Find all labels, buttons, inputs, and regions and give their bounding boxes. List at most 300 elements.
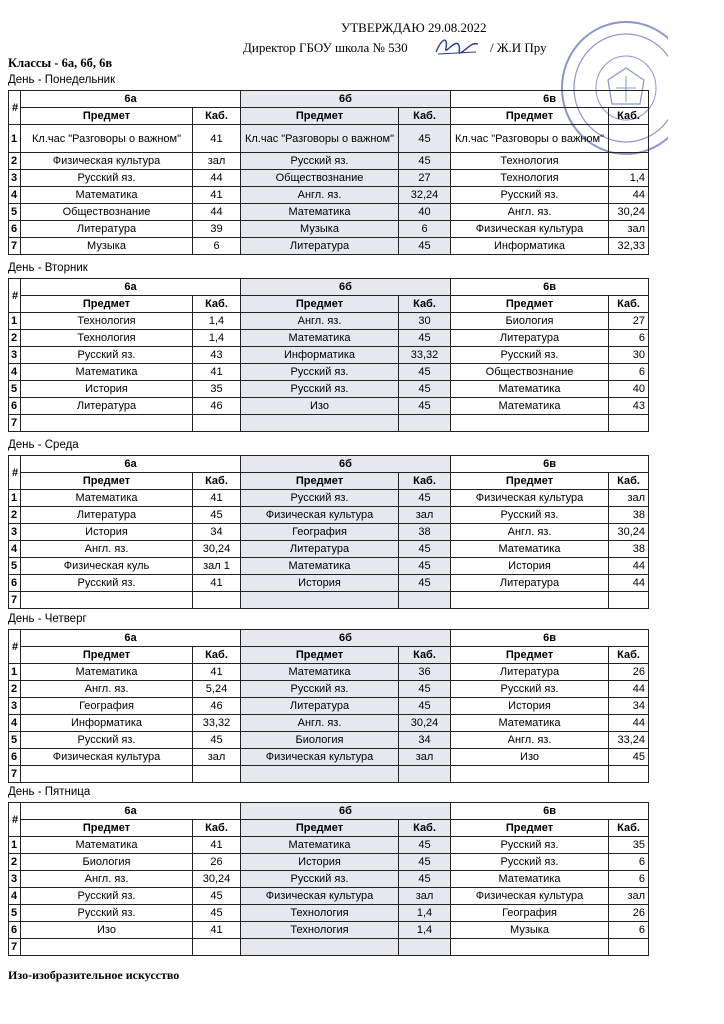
day-label: День - Пятница xyxy=(8,786,91,798)
room-cell: 1,4 xyxy=(399,922,451,939)
room-cell: 34 xyxy=(609,698,649,715)
subject-cell: Физическая культура xyxy=(21,749,193,766)
subject-header: Предмет xyxy=(241,647,399,664)
subject-cell: Русский яз. xyxy=(451,837,609,854)
subject-cell: Музыка xyxy=(451,922,609,939)
subject-cell: Биология xyxy=(451,313,609,330)
room-cell: 44 xyxy=(609,558,649,575)
room-cell: 6 xyxy=(609,330,649,347)
room-header: Каб. xyxy=(399,647,451,664)
table-row xyxy=(9,732,649,749)
room-cell: 43 xyxy=(609,398,649,415)
room-cell: 6 xyxy=(193,238,241,255)
table-row xyxy=(9,347,649,364)
lesson-number: 5 xyxy=(9,558,21,575)
subject-cell: Математика xyxy=(21,187,193,204)
table-row xyxy=(9,698,649,715)
subject-cell: Математика xyxy=(21,664,193,681)
subject-cell: Математика xyxy=(241,558,399,575)
subject-cell: Литература xyxy=(451,664,609,681)
class-header-row xyxy=(9,91,649,108)
class-header-6v: 6в xyxy=(451,279,649,296)
subject-cell: Русский яз. xyxy=(451,347,609,364)
lesson-number: 2 xyxy=(9,854,21,871)
subject-cell: Физическая культура xyxy=(241,888,399,905)
room-cell xyxy=(193,415,241,432)
room-header: Каб. xyxy=(193,820,241,837)
day-label: День - Вторник xyxy=(8,262,88,274)
subject-cell: Информатика xyxy=(451,238,609,255)
table-row xyxy=(9,558,649,575)
room-cell xyxy=(609,766,649,783)
table-row xyxy=(9,592,649,609)
class-header-6v: 6в xyxy=(451,803,649,820)
lesson-number: 6 xyxy=(9,575,21,592)
subject-cell: История xyxy=(241,575,399,592)
schedule-table xyxy=(8,455,649,609)
lesson-number: 2 xyxy=(9,507,21,524)
room-header: Каб. xyxy=(609,473,649,490)
subject-cell: История xyxy=(21,381,193,398)
subject-cell xyxy=(241,766,399,783)
room-cell: 33,32 xyxy=(399,347,451,364)
subject-cell: Литература xyxy=(241,698,399,715)
table-row xyxy=(9,204,649,221)
room-cell xyxy=(609,125,649,153)
class-header-6b: 6б xyxy=(241,279,451,296)
room-cell: зал xyxy=(609,490,649,507)
class-header-6v: 6в xyxy=(451,456,649,473)
room-cell: 41 xyxy=(193,187,241,204)
room-header: Каб. xyxy=(609,820,649,837)
schedule-table xyxy=(8,90,649,255)
room-cell: 5,24 xyxy=(193,681,241,698)
room-cell xyxy=(399,766,451,783)
room-cell: 45 xyxy=(399,681,451,698)
room-cell: 45 xyxy=(399,698,451,715)
lesson-number: 6 xyxy=(9,221,21,238)
room-cell: 45 xyxy=(193,732,241,749)
table-row xyxy=(9,871,649,888)
room-header: Каб. xyxy=(193,647,241,664)
room-cell xyxy=(399,939,451,956)
room-cell: 6 xyxy=(609,854,649,871)
room-cell: 26 xyxy=(609,664,649,681)
lesson-number: 7 xyxy=(9,766,21,783)
room-header: Каб. xyxy=(193,108,241,125)
room-cell xyxy=(399,592,451,609)
day-label: День - Четверг xyxy=(8,613,87,625)
table-row xyxy=(9,398,649,415)
class-header-6a: 6а xyxy=(21,630,241,647)
subject-header: Предмет xyxy=(21,473,193,490)
subject-header: Предмет xyxy=(21,820,193,837)
room-cell: 45 xyxy=(399,837,451,854)
day-label: День - Понедельник xyxy=(8,74,116,86)
subject-cell xyxy=(21,939,193,956)
lesson-number: 1 xyxy=(9,837,21,854)
room-cell: 39 xyxy=(193,221,241,238)
lesson-number: 3 xyxy=(9,698,21,715)
table-row xyxy=(9,170,649,187)
subject-cell: Обществознание xyxy=(241,170,399,187)
room-cell: 1,4 xyxy=(399,905,451,922)
room-cell: 43 xyxy=(193,347,241,364)
subject-header: Предмет xyxy=(21,108,193,125)
room-cell: 44 xyxy=(609,681,649,698)
table-row xyxy=(9,854,649,871)
room-cell xyxy=(193,939,241,956)
room-cell: зал 1 xyxy=(193,558,241,575)
lesson-number: 4 xyxy=(9,715,21,732)
room-header: Каб. xyxy=(193,296,241,313)
subject-header: Предмет xyxy=(241,108,399,125)
room-cell xyxy=(609,153,649,170)
subject-cell: История xyxy=(21,524,193,541)
room-cell: 45 xyxy=(399,381,451,398)
room-cell: 44 xyxy=(609,575,649,592)
lesson-number: 3 xyxy=(9,170,21,187)
subject-cell: Обществознание xyxy=(21,204,193,221)
lesson-number: 7 xyxy=(9,939,21,956)
class-header-row xyxy=(9,279,649,296)
subject-cell xyxy=(21,592,193,609)
subject-cell: Англ. яз. xyxy=(451,524,609,541)
subject-cell: Литература xyxy=(451,330,609,347)
table-row xyxy=(9,681,649,698)
room-cell: зал xyxy=(609,888,649,905)
subject-header: Предмет xyxy=(21,296,193,313)
room-cell: 30 xyxy=(609,347,649,364)
subject-cell: Физическая культура xyxy=(451,490,609,507)
subject-cell: Англ. яз. xyxy=(21,541,193,558)
room-cell: 46 xyxy=(193,398,241,415)
table-row xyxy=(9,187,649,204)
class-header-6b: 6б xyxy=(241,630,451,647)
column-header-row xyxy=(9,820,649,837)
room-cell: 33,24 xyxy=(609,732,649,749)
room-cell: 45 xyxy=(399,541,451,558)
subject-cell: Технология xyxy=(451,170,609,187)
room-cell: зал xyxy=(193,749,241,766)
day-label: День - Среда xyxy=(8,439,79,451)
subject-cell: Музыка xyxy=(21,238,193,255)
room-cell: 27 xyxy=(399,170,451,187)
room-cell: 34 xyxy=(399,732,451,749)
lesson-number: 1 xyxy=(9,490,21,507)
subject-cell: Математика xyxy=(21,837,193,854)
lesson-number: 6 xyxy=(9,749,21,766)
subject-cell: Англ. яз. xyxy=(451,204,609,221)
subject-cell: География xyxy=(21,698,193,715)
table-row xyxy=(9,837,649,854)
subject-cell: Информатика xyxy=(241,347,399,364)
subject-cell: Русский яз. xyxy=(451,681,609,698)
table-row xyxy=(9,541,649,558)
subject-cell: Кл.час "Разговоры о важном" xyxy=(241,125,399,153)
table-row xyxy=(9,238,649,255)
approval-date: УТВЕРЖДАЮ 29.08.2022 xyxy=(341,20,487,35)
lesson-number: 1 xyxy=(9,664,21,681)
table-row xyxy=(9,905,649,922)
subject-cell: Русский яз. xyxy=(21,575,193,592)
table-row xyxy=(9,330,649,347)
subject-cell: Русский яз. xyxy=(451,187,609,204)
subject-cell: Изо xyxy=(21,922,193,939)
subject-cell: История xyxy=(451,698,609,715)
room-cell: 44 xyxy=(609,187,649,204)
class-header-6a: 6а xyxy=(21,91,241,108)
subject-cell: Музыка xyxy=(241,221,399,238)
subject-cell: Русский яз. xyxy=(21,888,193,905)
row-number-header: # xyxy=(9,803,21,837)
subject-cell xyxy=(451,415,609,432)
subject-header: Предмет xyxy=(451,108,609,125)
room-cell: 1,4 xyxy=(609,170,649,187)
table-row xyxy=(9,575,649,592)
room-cell: зал xyxy=(609,221,649,238)
table-row xyxy=(9,415,649,432)
room-cell: 40 xyxy=(399,204,451,221)
room-header: Каб. xyxy=(399,108,451,125)
director-name: / Ж.И Пру xyxy=(490,40,547,55)
table-row xyxy=(9,939,649,956)
subject-cell: История xyxy=(451,558,609,575)
room-cell: 45 xyxy=(399,125,451,153)
lesson-number: 2 xyxy=(9,330,21,347)
subject-cell: Технология xyxy=(21,313,193,330)
room-cell: 38 xyxy=(609,541,649,558)
subject-cell: Физическая куль xyxy=(21,558,193,575)
table-row xyxy=(9,364,649,381)
room-cell xyxy=(609,415,649,432)
room-cell: 44 xyxy=(609,715,649,732)
subject-cell: Математика xyxy=(451,871,609,888)
room-cell: 6 xyxy=(609,922,649,939)
lesson-number: 6 xyxy=(9,398,21,415)
room-header: Каб. xyxy=(399,296,451,313)
subject-cell xyxy=(241,415,399,432)
room-cell: 44 xyxy=(193,170,241,187)
row-number-header: # xyxy=(9,279,21,313)
row-number-header: # xyxy=(9,630,21,664)
subject-cell: Кл.час "Разговоры о важном" xyxy=(451,125,609,153)
class-header-6b: 6б xyxy=(241,456,451,473)
class-header-row xyxy=(9,630,649,647)
subject-cell: Математика xyxy=(21,490,193,507)
table-row xyxy=(9,221,649,238)
table-row xyxy=(9,766,649,783)
lesson-number: 1 xyxy=(9,313,21,330)
director-title: Директор ГБОУ школа № 530 xyxy=(243,40,408,55)
lesson-number: 3 xyxy=(9,347,21,364)
room-header: Каб. xyxy=(609,296,649,313)
lesson-number: 3 xyxy=(9,524,21,541)
subject-cell: Русский яз. xyxy=(21,732,193,749)
table-row xyxy=(9,125,649,153)
subject-cell: Математика xyxy=(21,364,193,381)
room-cell: 45 xyxy=(399,330,451,347)
lesson-number: 4 xyxy=(9,187,21,204)
subject-cell: Литература xyxy=(21,221,193,238)
room-cell: 6 xyxy=(609,871,649,888)
table-row xyxy=(9,715,649,732)
room-cell: 45 xyxy=(399,398,451,415)
table-row xyxy=(9,507,649,524)
subject-cell: Технология xyxy=(241,922,399,939)
room-cell: 6 xyxy=(609,364,649,381)
subject-cell: Англ. яз. xyxy=(451,732,609,749)
room-cell: 45 xyxy=(399,364,451,381)
column-header-row xyxy=(9,647,649,664)
room-cell: 45 xyxy=(399,153,451,170)
subject-cell: Технология xyxy=(241,905,399,922)
subject-cell: Русский яз. xyxy=(21,905,193,922)
room-cell: 45 xyxy=(193,888,241,905)
subject-cell: Физическая культура xyxy=(451,888,609,905)
subject-header: Предмет xyxy=(451,296,609,313)
subject-cell: Литература xyxy=(451,575,609,592)
class-header-6a: 6а xyxy=(21,803,241,820)
subject-cell: Математика xyxy=(451,381,609,398)
subject-header: Предмет xyxy=(241,296,399,313)
subject-cell: Русский яз. xyxy=(21,170,193,187)
table-row xyxy=(9,524,649,541)
subject-cell: Русский яз. xyxy=(451,507,609,524)
subject-cell: Русский яз. xyxy=(241,681,399,698)
schedule-table xyxy=(8,278,649,432)
subject-cell: Русский яз. xyxy=(241,364,399,381)
room-header: Каб. xyxy=(193,473,241,490)
room-cell: 41 xyxy=(193,922,241,939)
room-cell xyxy=(399,415,451,432)
column-header-row xyxy=(9,108,649,125)
room-cell: 45 xyxy=(609,749,649,766)
subject-cell: Математика xyxy=(451,541,609,558)
subject-header: Предмет xyxy=(21,647,193,664)
table-row xyxy=(9,664,649,681)
lesson-number: 1 xyxy=(9,125,21,153)
subject-cell xyxy=(451,592,609,609)
subject-cell: Технология xyxy=(21,330,193,347)
room-cell: 30,24 xyxy=(193,541,241,558)
subject-cell: Физическая культура xyxy=(21,153,193,170)
subject-cell: Обществознание xyxy=(451,364,609,381)
subject-cell: Изо xyxy=(451,749,609,766)
room-cell: 32,24 xyxy=(399,187,451,204)
subject-cell xyxy=(21,415,193,432)
room-cell: 45 xyxy=(399,238,451,255)
room-cell: 38 xyxy=(609,507,649,524)
room-cell: 30,24 xyxy=(609,524,649,541)
class-header-row xyxy=(9,456,649,473)
class-header-6b: 6б xyxy=(241,803,451,820)
lesson-number: 4 xyxy=(9,364,21,381)
signature-image xyxy=(432,34,484,60)
row-number-header: # xyxy=(9,456,21,490)
room-header: Каб. xyxy=(399,473,451,490)
room-cell: 45 xyxy=(399,854,451,871)
table-row xyxy=(9,381,649,398)
lesson-number: 7 xyxy=(9,415,21,432)
subject-cell: География xyxy=(451,905,609,922)
room-cell xyxy=(193,766,241,783)
subject-cell: Англ. яз. xyxy=(241,313,399,330)
room-cell: 45 xyxy=(399,490,451,507)
class-header-6v: 6в xyxy=(451,630,649,647)
room-cell xyxy=(193,592,241,609)
lesson-number: 5 xyxy=(9,204,21,221)
room-cell: 1,4 xyxy=(193,313,241,330)
subject-cell: Русский яз. xyxy=(241,871,399,888)
subject-cell: Математика xyxy=(241,664,399,681)
class-header-6b: 6б xyxy=(241,91,451,108)
subject-cell: Кл.час "Разговоры о важном" xyxy=(21,125,193,153)
room-cell: 33,32 xyxy=(193,715,241,732)
subject-cell: Физическая культура xyxy=(451,221,609,238)
lesson-number: 7 xyxy=(9,592,21,609)
subject-cell: Физическая культура xyxy=(241,507,399,524)
subject-cell: Биология xyxy=(241,732,399,749)
room-cell: 30,24 xyxy=(609,204,649,221)
room-cell: зал xyxy=(399,749,451,766)
room-cell: 45 xyxy=(399,558,451,575)
room-cell: 41 xyxy=(193,490,241,507)
room-cell: 41 xyxy=(193,364,241,381)
lesson-number: 2 xyxy=(9,681,21,698)
subject-cell: Русский яз. xyxy=(241,381,399,398)
subject-cell xyxy=(451,939,609,956)
room-header: Каб. xyxy=(399,820,451,837)
room-cell: 35 xyxy=(193,381,241,398)
footer-note: Изо-изобразительное искусство xyxy=(8,968,180,982)
subject-cell: Англ. яз. xyxy=(21,871,193,888)
subject-cell: Литература xyxy=(241,541,399,558)
subject-cell: Математика xyxy=(451,715,609,732)
room-cell: 41 xyxy=(193,575,241,592)
subject-cell: Математика xyxy=(241,837,399,854)
table-row xyxy=(9,153,649,170)
subject-cell: Изо xyxy=(241,398,399,415)
room-cell: 40 xyxy=(609,381,649,398)
room-cell: 46 xyxy=(193,698,241,715)
room-header: Каб. xyxy=(609,647,649,664)
room-cell: зал xyxy=(399,507,451,524)
room-header: Каб. xyxy=(609,108,649,125)
room-cell: 41 xyxy=(193,125,241,153)
room-cell: 30,24 xyxy=(399,715,451,732)
subject-cell xyxy=(241,592,399,609)
subject-cell: Литература xyxy=(241,238,399,255)
subject-cell: Литература xyxy=(21,398,193,415)
column-header-row xyxy=(9,296,649,313)
subject-cell: Математика xyxy=(241,330,399,347)
subject-cell: Биология xyxy=(21,854,193,871)
subject-header: Предмет xyxy=(451,473,609,490)
table-row xyxy=(9,922,649,939)
lesson-number: 6 xyxy=(9,922,21,939)
subject-cell: Англ. яз. xyxy=(241,187,399,204)
subject-cell: Англ. яз. xyxy=(21,681,193,698)
room-cell: 45 xyxy=(193,507,241,524)
table-row xyxy=(9,749,649,766)
classes-title: Классы - 6а, 6б, 6в xyxy=(8,56,113,70)
subject-header: Предмет xyxy=(241,820,399,837)
room-cell: 45 xyxy=(399,575,451,592)
room-cell: 1,4 xyxy=(193,330,241,347)
room-cell: 27 xyxy=(609,313,649,330)
room-cell: 26 xyxy=(193,854,241,871)
